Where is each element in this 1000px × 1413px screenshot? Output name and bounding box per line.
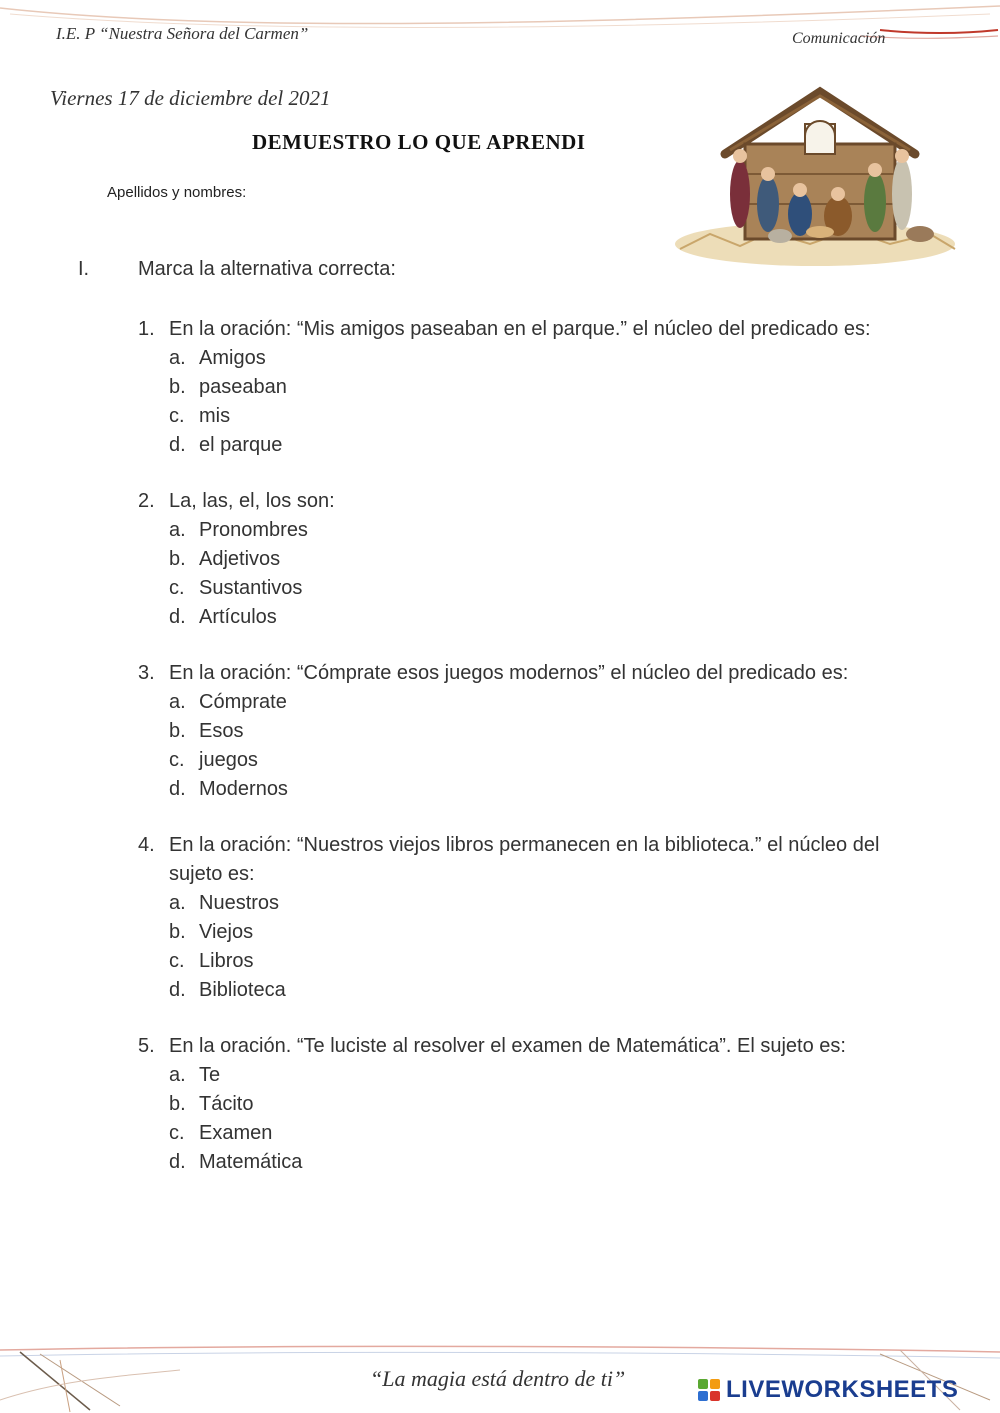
question-text: En la oración: “Cómprate esos juegos modernos” el núcleo del predicado es: (169, 662, 849, 684)
option-d[interactable] (138, 976, 938, 1005)
name-field-label: Apellidos y nombres: (107, 184, 247, 201)
option-d[interactable] (138, 603, 938, 632)
option-letter: c. (169, 749, 185, 771)
option-text: Modernos (199, 778, 288, 800)
option-text: Adjetivos (199, 548, 281, 570)
option-letter: b. (169, 921, 186, 943)
option-a[interactable] (138, 344, 938, 373)
subject-label: Comunicación (792, 30, 886, 47)
page-title: DEMUESTRO LO QUE APRENDI (252, 130, 586, 154)
brand-text: LIVEWORKSHEETS (726, 1376, 959, 1403)
liveworksheets-brand[interactable] (698, 1376, 958, 1404)
option-text: el parque (199, 434, 283, 456)
option-d[interactable] (138, 431, 938, 460)
question-text: En la oración: “Nuestros viejos libros permanecen en la biblioteca.” el núcleo del sujeto es: (169, 834, 880, 885)
option-letter: b. (169, 720, 186, 742)
question-text: La, las, el, los son: (169, 490, 335, 512)
option-b[interactable] (138, 373, 938, 402)
option-text: Artículos (199, 606, 277, 628)
option-text: Amigos (199, 347, 266, 369)
option-letter: a. (169, 1064, 186, 1086)
question-text: En la oración: “Mis amigos paseaban en el parque.” el núcleo del predicado es: (169, 318, 871, 340)
option-text: Esos (199, 720, 244, 742)
option-text: Pronombres (199, 519, 308, 541)
footer-quote: “La magia está dentro de ti” (370, 1366, 626, 1391)
question-number: 1. (138, 318, 155, 340)
option-letter: d. (169, 979, 186, 1001)
option-letter: b. (169, 548, 186, 570)
option-text: Cómprate (199, 691, 287, 713)
option-text: Tácito (199, 1093, 254, 1115)
option-text: juegos (199, 749, 258, 771)
option-letter: a. (169, 347, 186, 369)
option-text: Nuestros (199, 892, 280, 914)
question-number: 5. (138, 1035, 155, 1057)
option-letter: a. (169, 892, 186, 914)
question-3 (138, 659, 938, 804)
option-text: Examen (199, 1122, 273, 1144)
option-letter: c. (169, 950, 185, 972)
option-a[interactable] (138, 889, 938, 918)
option-a[interactable] (138, 688, 938, 717)
question-2 (138, 487, 938, 632)
question-5 (138, 1032, 938, 1177)
option-letter: d. (169, 1151, 186, 1173)
question-number: 4. (138, 834, 155, 856)
option-text: paseaban (199, 376, 287, 398)
option-text: mis (199, 405, 231, 427)
option-b[interactable] (138, 1090, 938, 1119)
nativity-scene-icon (670, 84, 960, 269)
question-4 (138, 831, 938, 1005)
date-line: Viernes 17 de diciembre del 2021 (50, 86, 331, 110)
question-1 (138, 315, 938, 460)
liveworksheets-logo-icon (698, 1379, 720, 1401)
option-c[interactable] (138, 402, 938, 431)
option-letter: c. (169, 405, 185, 427)
option-text: Viejos (199, 921, 254, 943)
option-c[interactable] (138, 947, 938, 976)
option-letter: b. (169, 376, 186, 398)
option-c[interactable] (138, 574, 938, 603)
option-letter: d. (169, 434, 186, 456)
option-text: Biblioteca (199, 979, 286, 1001)
option-b[interactable] (138, 918, 938, 947)
option-letter: b. (169, 1093, 186, 1115)
option-d[interactable] (138, 775, 938, 804)
option-text: Matemática (199, 1151, 303, 1173)
option-c[interactable] (138, 746, 938, 775)
option-c[interactable] (138, 1119, 938, 1148)
option-letter: c. (169, 577, 185, 599)
option-letter: d. (169, 606, 186, 628)
option-b[interactable] (138, 545, 938, 574)
option-d[interactable] (138, 1148, 938, 1177)
option-text: Libros (199, 950, 254, 972)
section-number: I. (78, 258, 90, 280)
option-letter: d. (169, 778, 186, 800)
question-text: En la oración. “Te luciste al resolver el examen de Matemática”. El sujeto es: (169, 1035, 846, 1057)
option-b[interactable] (138, 717, 938, 746)
section-title: Marca la alternativa correcta: (138, 258, 396, 280)
option-letter: c. (169, 1122, 185, 1144)
option-text: Te (199, 1064, 221, 1086)
option-a[interactable] (138, 516, 938, 545)
question-number: 2. (138, 490, 155, 512)
option-text: Sustantivos (199, 577, 303, 599)
school-name: I.E. P “Nuestra Señora del Carmen” (56, 24, 309, 43)
question-number: 3. (138, 662, 155, 684)
option-letter: a. (169, 519, 186, 541)
option-letter: a. (169, 691, 186, 713)
option-a[interactable] (138, 1061, 938, 1090)
